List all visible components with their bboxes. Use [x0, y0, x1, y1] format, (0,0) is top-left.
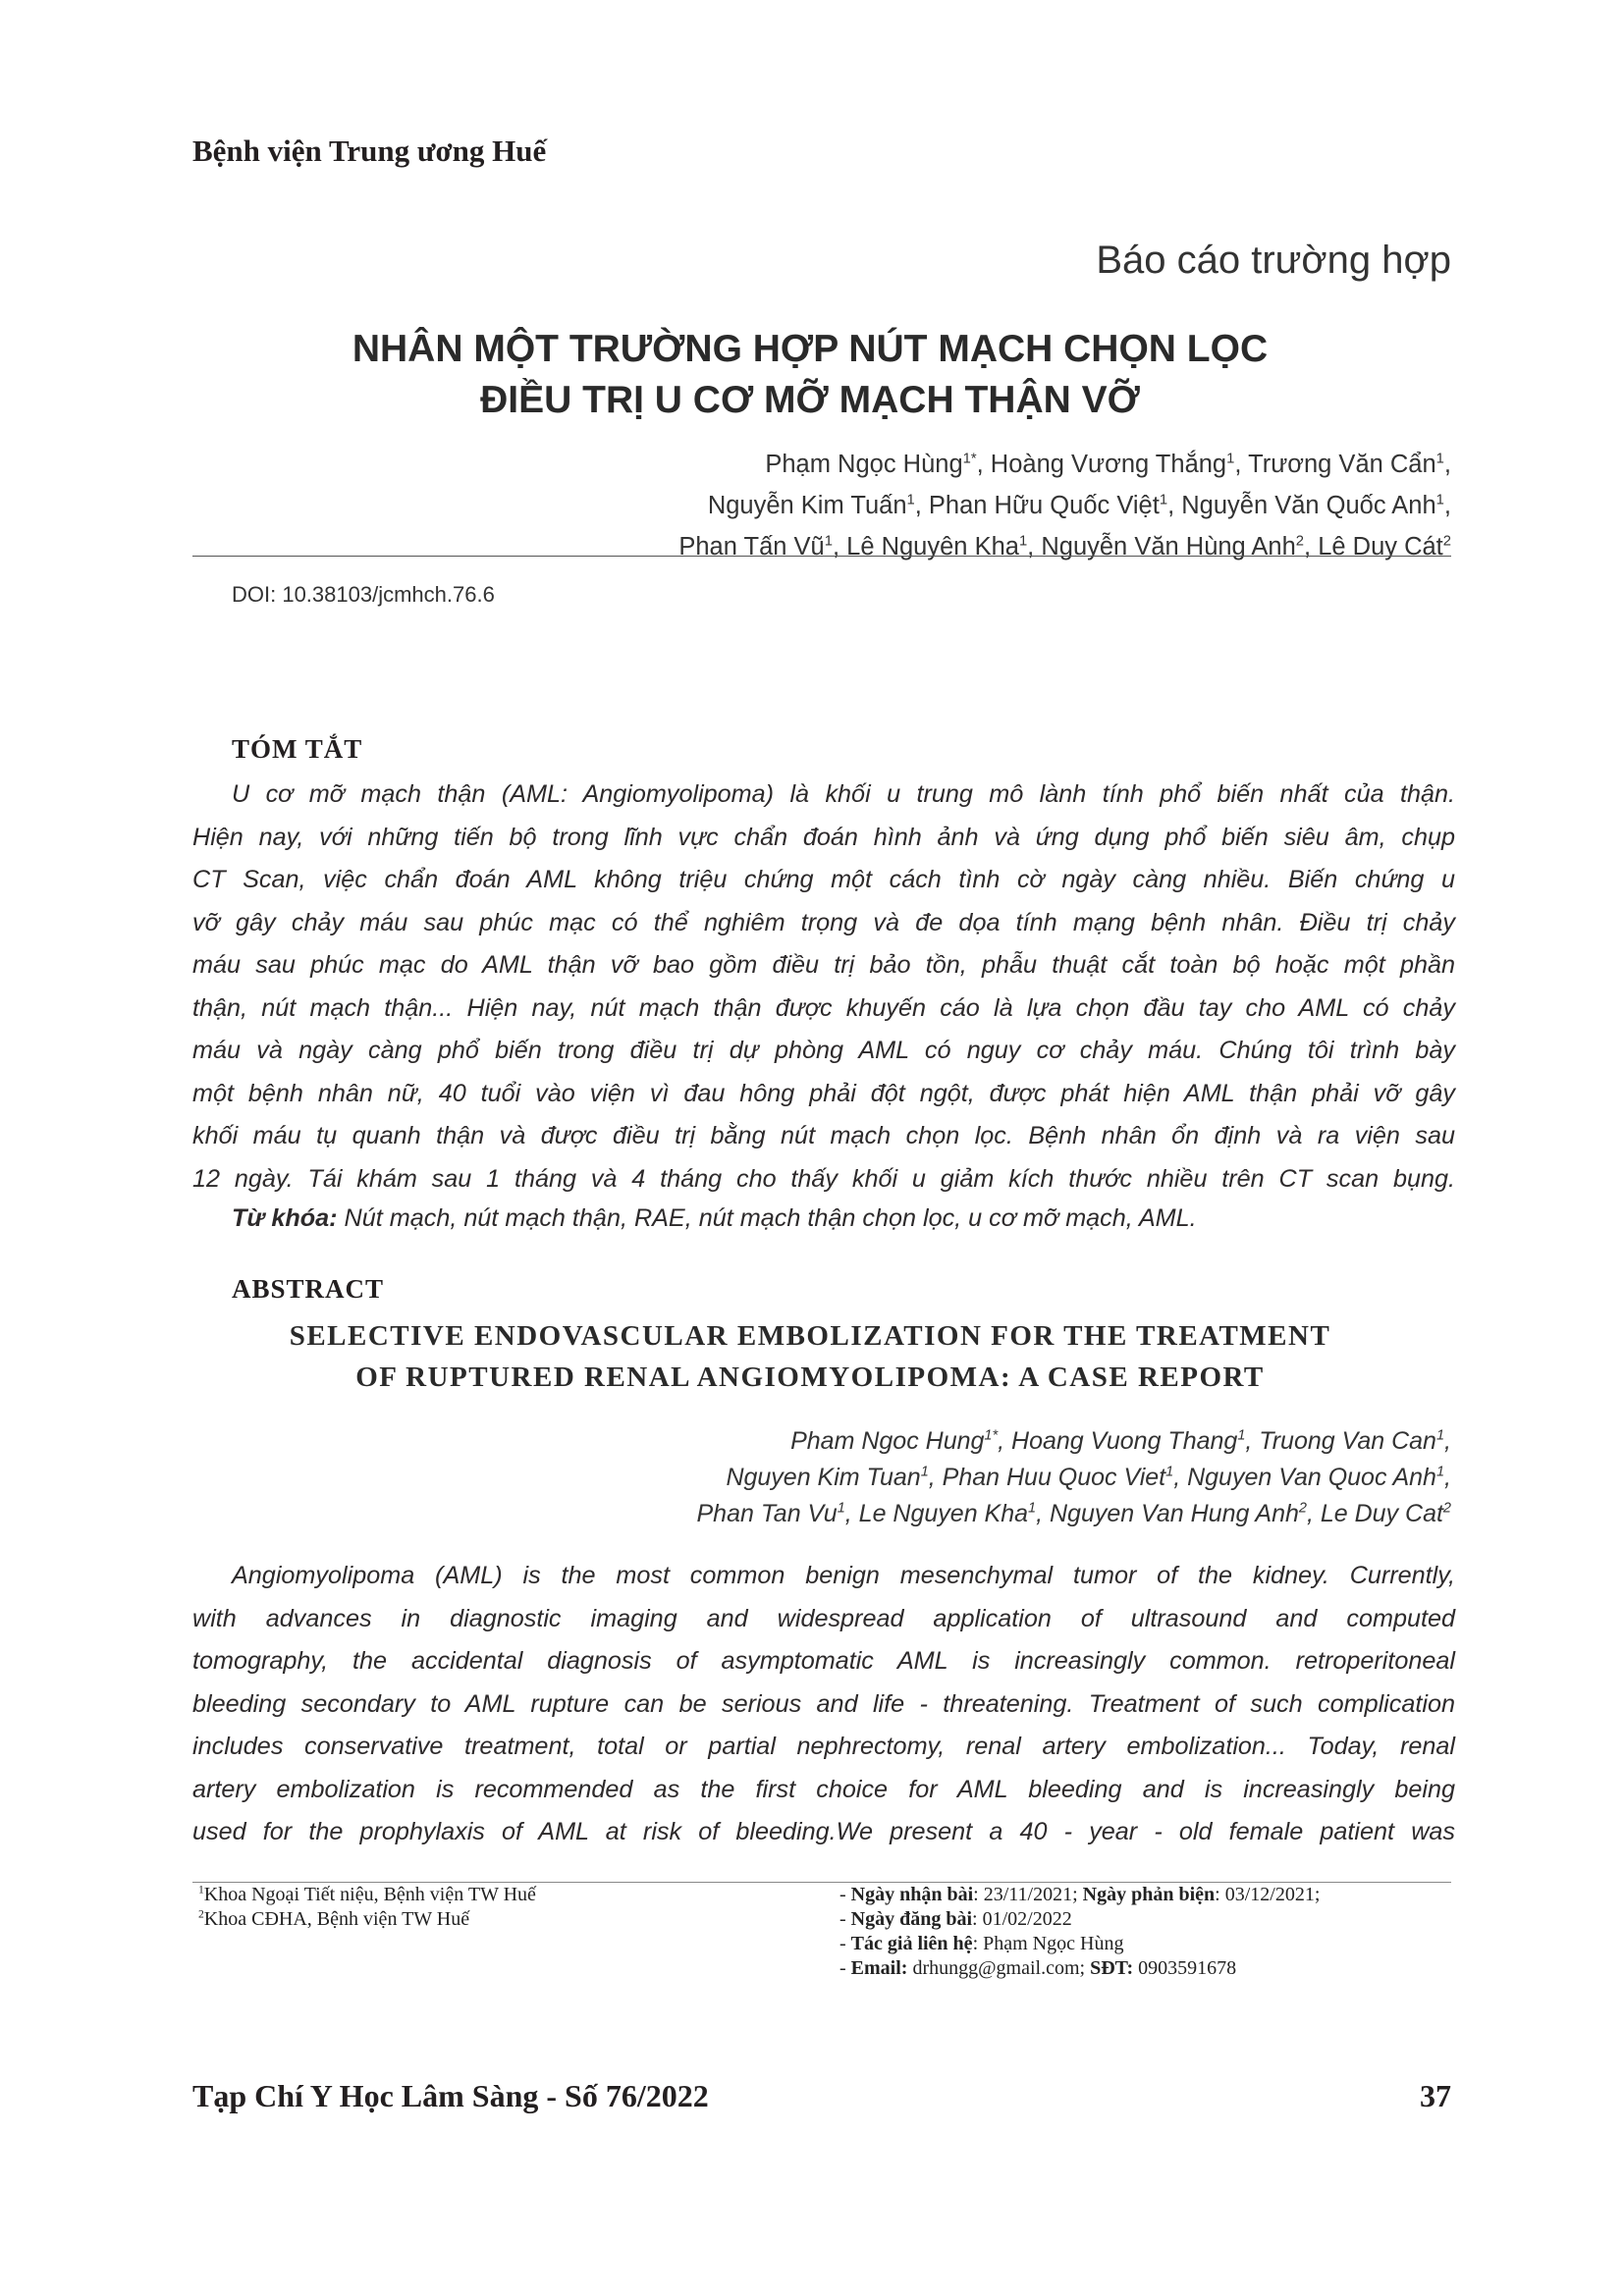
affiliation-marker: 1: [1028, 1500, 1037, 1517]
affiliation-marker: 1: [1165, 1464, 1174, 1480]
affiliation-marker: 1: [1018, 533, 1028, 550]
abstract-line: tomography, the accidental diagnosis of asymptomatic AML is increasingly common. retroperitoneal: [192, 1647, 1455, 1675]
footer-journal: Tạp Chí Y Học Lâm Sàng - Số 76/2022: [192, 2078, 709, 2113]
affiliation-marker: 1: [837, 1500, 845, 1517]
author-name: ,: [1444, 1464, 1451, 1491]
keywords: [232, 1198, 1197, 1241]
author-name: , Nguyen Van Quoc Anh: [1173, 1464, 1436, 1491]
author-name: , Truong Van Can: [1245, 1427, 1436, 1455]
summary-line: vỡ gây chảy máu sau phúc mạc có thể nghiêm trọng và đe dọa tính mạng bệnh nhân. Điều trị chảy: [192, 908, 1455, 936]
author-name: , Trương Văn Cẩn: [1234, 451, 1436, 478]
author-name: , Hoàng Vương Thắng: [976, 451, 1227, 478]
abstract-line: bleeding secondary to AML rupture can be serious and life - threatening. Treatment of such complication: [192, 1689, 1455, 1718]
affiliation-marker: 1: [824, 533, 833, 550]
author-name: , Lê Nguyên Kha: [832, 533, 1019, 561]
page-number: 37: [1420, 2078, 1451, 2113]
affiliation-marker: 1: [1435, 1427, 1445, 1444]
summary-line: thận, nút mạch thận... Hiện nay, nút mạch thận được khuyến cáo là lựa chọn đầu tay cho AML có chảy: [192, 993, 1455, 1022]
affiliation-marker: 1: [1237, 1427, 1246, 1444]
email-line: - Email: drhungg@gmail.com; SĐT: 0903591678: [839, 1957, 1237, 1979]
abstract-heading: ABSTRACT: [232, 1274, 385, 1304]
author-name: Nguyễn Kim Tuấn: [707, 492, 907, 519]
abstract-line: with advances in diagnostic imaging and widespread application of ultrasound and computed: [192, 1604, 1455, 1632]
abstract-line: used for the prophylaxis of AML at risk of bleeding.We present a 40 - year - old female patient was: [192, 1818, 1455, 1845]
author-name: , Phan Hữu Quốc Việt: [914, 492, 1160, 519]
article-info: [839, 1883, 1320, 1981]
summary-line: máu sau phúc mạc do AML thận vỡ bao gồm điều trị bảo tồn, phẫu thuật cắt toàn bộ hoặc một phần: [192, 951, 1455, 979]
vietnamese-title: [147, 324, 1473, 426]
affiliation-marker: 1: [1435, 451, 1444, 467]
affiliation-marker: 2: [1298, 1500, 1307, 1517]
vietnamese-title-line: NHÂN MỘT TRƯỜNG HỢP NÚT MẠCH CHỌN LỌC: [352, 328, 1269, 370]
author-line: [697, 1423, 1452, 1460]
vietnamese-title-line: ĐIỀU TRỊ U CƠ MỠ MẠCH THẬN VỠ: [480, 379, 1140, 421]
running-header-institution: Bệnh viện Trung ương Huế: [192, 133, 547, 168]
author-name: Phan Tấn Vũ: [678, 533, 825, 561]
author-name: , Nguyễn Văn Quốc Anh: [1167, 492, 1436, 519]
author-name: , Nguyen Van Hung Anh: [1036, 1500, 1299, 1527]
affiliation-marker: 2: [1442, 533, 1451, 550]
english-author-list: [697, 1423, 1452, 1532]
doi: DOI: 10.38103/jcmhch.76.6: [232, 582, 495, 607]
author-name: , Hoang Vuong Thang: [998, 1427, 1238, 1455]
keywords-text: Nút mạch, nút mạch thận, RAE, nút mạch thận chọn lọc, u cơ mỡ mạch, AML.: [337, 1204, 1197, 1232]
summary-line: CT Scan, việc chẩn đoán AML không triệu chứng một cách tình cờ ngày càng nhiều. Biến chứng u: [192, 866, 1455, 893]
author-name: Phạm Ngọc Hùng: [765, 451, 963, 478]
affiliation-marker: 1: [1435, 492, 1444, 508]
affiliation-1: $^1$Khoa Ngoại Tiết niệu, Bệnh viện TW Huế: [198, 1883, 536, 1905]
vietnamese-summary: [192, 774, 1455, 1201]
author-name: Phan Tan Vu: [696, 1500, 838, 1527]
author-name: Nguyen Kim Tuan: [726, 1464, 921, 1491]
summary-heading: TÓM TẮT: [232, 734, 363, 764]
author-line: [697, 1460, 1452, 1496]
vietnamese-author-list: [678, 444, 1451, 567]
article-type: Báo cáo trường hợp: [1096, 239, 1451, 282]
abstract-line: artery embolization is recommended as the first choice for AML bleeding and is increasingly being: [192, 1775, 1455, 1803]
affiliation-marker: 1: [1435, 1464, 1445, 1480]
affiliation-marker: 1: [1226, 451, 1235, 467]
author-name: ,: [1444, 1427, 1451, 1455]
summary-line: U cơ mỡ mạch thận (AML: Angiomyolipoma) là khối u trung mô lành tính phổ biến nhất của thận.: [232, 780, 1455, 808]
english-title-line: SELECTIVE ENDOVASCULAR EMBOLIZATION FOR THE TREATMENT: [289, 1320, 1331, 1352]
abstract-line: includes conservative treatment, total or partial nephrectomy, renal artery embolization... Today, renal: [192, 1733, 1455, 1760]
title-divider: [192, 556, 1451, 557]
english-title-line: OF RUPTURED RENAL ANGIOMYOLIPOMA: A CASE REPORT: [355, 1362, 1265, 1393]
affiliation-marker: 2: [1442, 1500, 1451, 1517]
dates-line: - Ngày nhận bài: 23/11/2021; Ngày phản biện: 03/12/2021;: [839, 1884, 1321, 1905]
author-name: , Phan Huu Quoc Viet: [928, 1464, 1166, 1491]
summary-line: một bệnh nhân nữ, 40 tuổi vào viện vì đau hông phải đột ngột, được phát hiện AML thận phải vỡ gây: [192, 1079, 1455, 1107]
summary-line: khối máu tụ quanh thận và được điều trị bằng nút mạch chọn lọc. Bệnh nhân ổn định và ra viện sau: [192, 1122, 1455, 1149]
author-name: , Lê Duy Cát: [1304, 533, 1443, 561]
affiliation-marker: 1*: [962, 451, 977, 467]
author-name: , Le Duy Cat: [1306, 1500, 1443, 1527]
affiliation-marker: 1: [920, 1464, 929, 1480]
published-line: - Ngày đăng bài: 01/02/2022: [839, 1908, 1072, 1930]
contact-line: - Tác giả liên hệ: Phạm Ngọc Hùng: [839, 1933, 1124, 1954]
summary-line: 12 ngày. Tái khám sau 1 tháng và 4 tháng cho thấy khối u giảm kích thước nhiều trên CT scan bụng.: [192, 1164, 1455, 1193]
summary-line: Hiện nay, với những tiến bộ trong lĩnh vực chẩn đoán hình ảnh và ứng dụng phổ biến siêu âm, chụp: [192, 823, 1455, 851]
abstract-line: Angiomyolipoma (AML) is the most common benign mesenchymal tumor of the kidney. Currently,: [232, 1562, 1455, 1589]
author-name: ,: [1443, 492, 1451, 519]
keywords-label: Từ khóa:: [232, 1204, 338, 1232]
author-name: Pham Ngoc Hung: [790, 1427, 985, 1455]
summary-line: máu và ngày càng phổ biến trong điều trị dự phòng AML có nguy cơ chảy máu. Chúng tôi trình bày: [192, 1037, 1455, 1064]
author-line: [678, 444, 1451, 485]
affiliation-marker: 2: [1295, 533, 1305, 550]
affiliation-marker: 1: [1159, 492, 1168, 508]
affiliation-marker: 1*: [984, 1427, 999, 1444]
author-name: ,: [1443, 451, 1451, 478]
author-line: [678, 526, 1451, 567]
affiliation-marker: 1: [906, 492, 915, 508]
english-abstract: [192, 1555, 1455, 1854]
affiliation-2: $^2$Khoa CĐHA, Bệnh viện TW Huế: [198, 1907, 470, 1930]
english-title: [147, 1315, 1473, 1398]
author-name: , Nguyễn Văn Hùng Anh: [1027, 533, 1296, 561]
affiliations: [198, 1883, 536, 1932]
author-line: [697, 1496, 1452, 1532]
author-name: , Le Nguyen Kha: [844, 1500, 1029, 1527]
author-line: [678, 485, 1451, 526]
